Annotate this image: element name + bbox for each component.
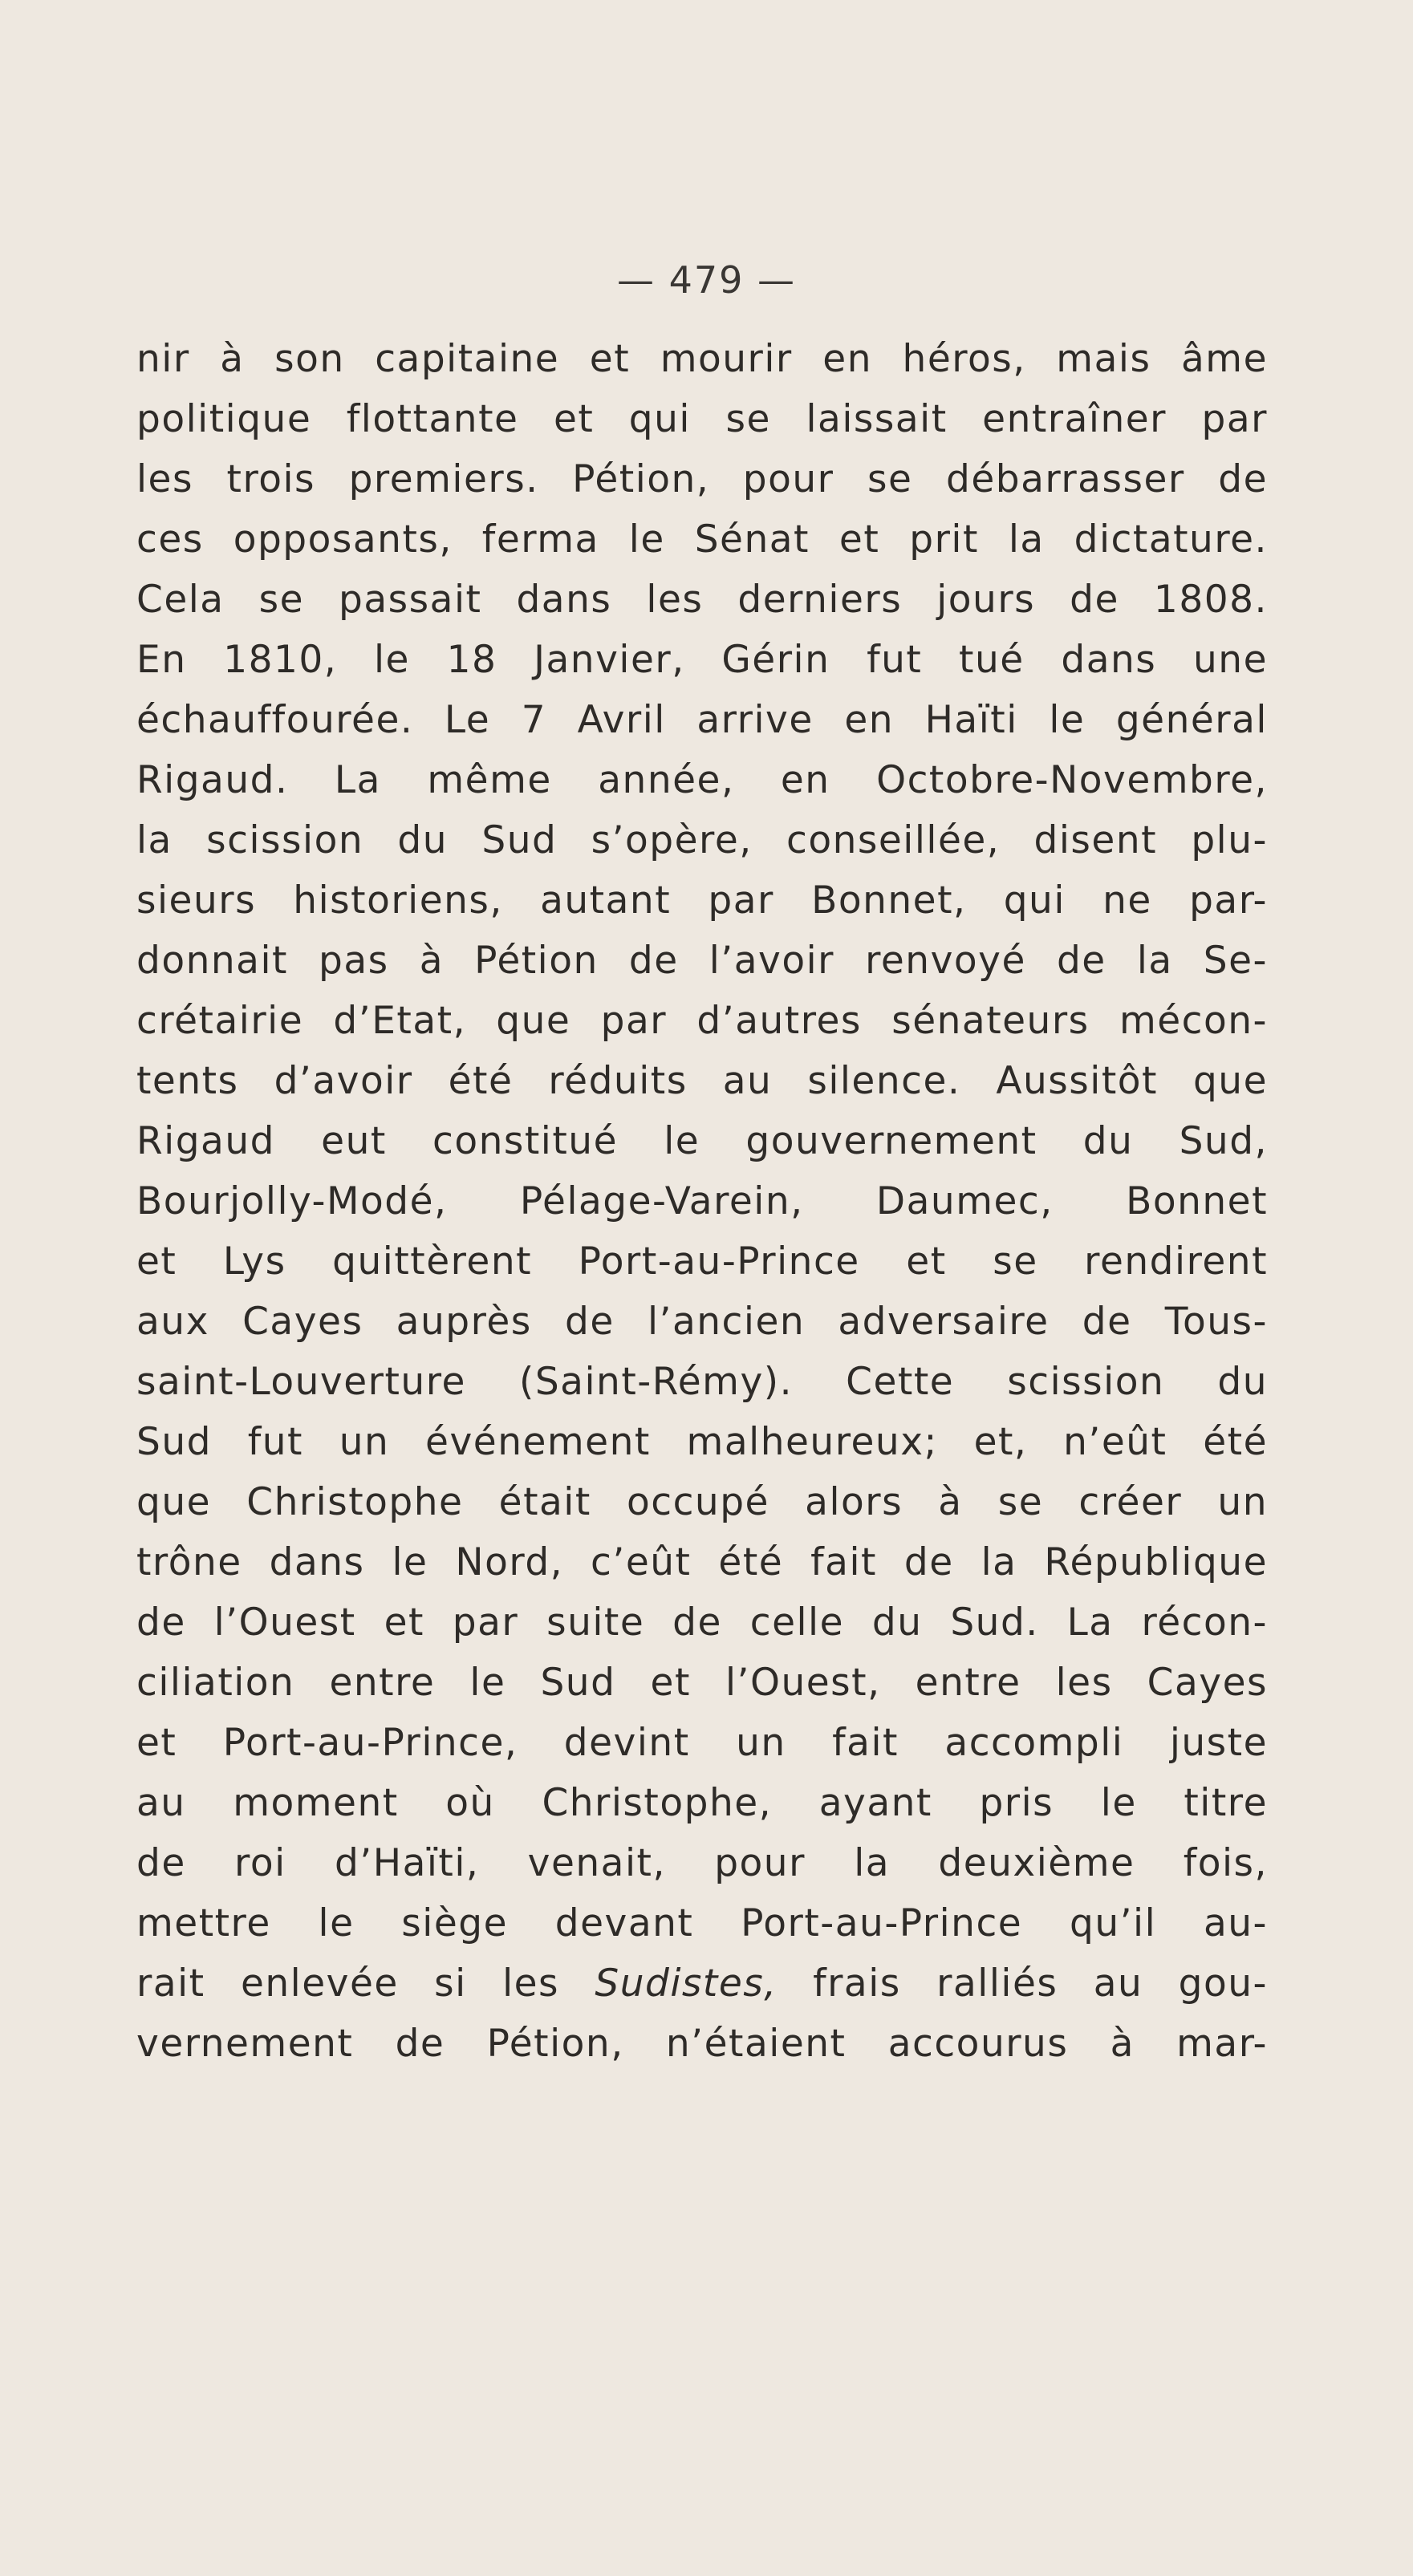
text-line: donnait pas à Pétion de l’avoir renvoyé de la Se- — [136, 939, 1268, 983]
text-line: crétairie d’Etat, que par d’autres sénateurs mécon- — [136, 999, 1268, 1043]
text-line: aux Cayes auprès de l’ancien adversaire de Tous- — [136, 1300, 1268, 1344]
text-line: de roi d’Haïti, venait, pour la deuxième fois, — [136, 1841, 1268, 1885]
text-line: mettre le siège devant Port-au-Prince qu’il au- — [136, 1901, 1268, 1945]
text-line: au moment où Christophe, ayant pris le titre — [136, 1781, 1268, 1825]
text-line: politique flottante et qui se laissait entraîner par — [136, 397, 1268, 441]
text-line: En 1810, le 18 Janvier, Gérin fut tué dans une — [136, 638, 1268, 682]
text-line: trône dans le Nord, c’eût été fait de la République — [136, 1540, 1268, 1584]
text-line: que Christophe était occupé alors à se créer un — [136, 1480, 1268, 1524]
italic-term-sudistes: Sudistes, — [595, 1961, 778, 2006]
text-line: échauffourée. Le 7 Avril arrive en Haïti le général — [136, 698, 1268, 742]
text-line: les trois premiers. Pétion, pour se débarrasser de — [136, 457, 1268, 501]
text-line: Rigaud eut constitué le gouvernement du Sud, — [136, 1119, 1268, 1163]
page-number: — 479 — — [616, 258, 797, 302]
text-line: et Lys quittèrent Port-au-Prince et se rendirent — [136, 1239, 1268, 1284]
text-segment: frais ralliés au gou- — [813, 1961, 1268, 2006]
text-line: saint-Louverture (Saint-Rémy). Cette scission du — [136, 1360, 1268, 1404]
text-line: tents d’avoir été réduits au silence. Aussitôt que — [136, 1059, 1268, 1103]
text-line: Sud fut un événement malheureux; et, n’eût été — [136, 1420, 1268, 1464]
text-line: et Port-au-Prince, devint un fait accompli juste — [136, 1721, 1268, 1765]
text-line-mixed — [136, 1953, 1268, 2014]
text-line: Cela se passait dans les derniers jours de 1808. — [136, 578, 1268, 622]
text-line: Bourjolly-Modé, Pélage-Varein, Daumec, Bonnet — [136, 1179, 1268, 1223]
text-line: la scission du Sud s’opère, conseillée, disent plu- — [136, 818, 1268, 862]
text-line: nir à son capitaine et mourir en héros, mais âme — [136, 337, 1268, 381]
text-line: sieurs historiens, autant par Bonnet, qui ne par- — [136, 878, 1268, 923]
text-line: ciliation entre le Sud et l’Ouest, entre les Cayes — [136, 1661, 1268, 1705]
text-line: ces opposants, ferma le Sénat et prit la dictature. — [136, 517, 1268, 562]
text-line: vernement de Pétion, n’étaient accourus à mar- — [136, 2022, 1268, 2066]
body-text — [136, 329, 1268, 2074]
text-segment: rait enlevée si les — [136, 1961, 560, 2006]
text-line: Rigaud. La même année, en Octobre-Novembre, — [136, 758, 1268, 802]
text-line: de l’Ouest et par suite de celle du Sud. La récon- — [136, 1600, 1268, 1645]
